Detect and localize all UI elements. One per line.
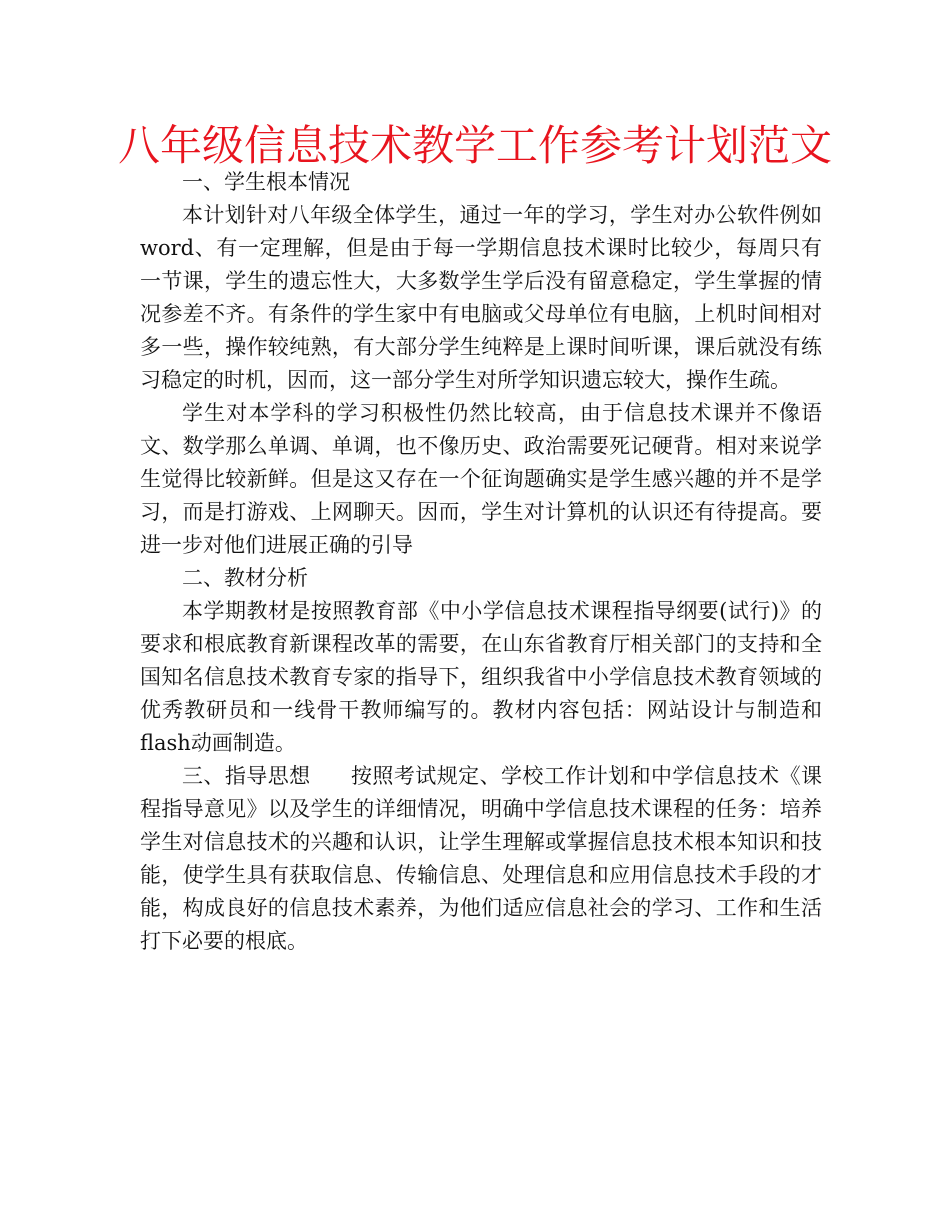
document-body (140, 166, 822, 958)
section-heading-student-situation: 一、学生根本情况 (182, 170, 350, 194)
guiding-thought-text: 按照考试规定、学校工作计划和中学信息技术《课程指导意见》以及学生的详细情况，明确中学信息技术课程的任务：培养学生对信息技术的兴趣和认识，让学生理解或掌握信息技术根本知识和技能，使学生具有获取信息、传输信息、处理信息和应用信息技术手段的才能，构成良好的信息技术素养，为他们适应信息社会的学习、工作和生活打下必要的根底。 (140, 764, 823, 953)
paragraph-student-situation-2: 学生对本学科的学习积极性仍然比较高，由于信息技术课并不像语文、数学那么单调、单调，也不像历史、政治需要死记硬背。相对来说学生觉得比较新鲜。但是这又存在一个征询题确实是学生感兴趣的并不是学习，而是打游戏、上网聊天。因而，学生对计算机的认识还有待提高。要进一步对他们进展正确的引导 (140, 401, 822, 557)
section-heading-guiding-thought: 三、指导思想 (182, 764, 311, 788)
section-heading-textbook-analysis: 二、教材分析 (182, 566, 308, 590)
paragraph-student-situation-1: 本计划针对八年级全体学生，通过一年的学习，学生对办公软件例如word、有一定理解，但是由于每一学期信息技术课时比较少，每周只有一节课，学生的遗忘性大，大多数学生学后没有留意稳定，学生掌握的情况参差不齐。有条件的学生家中有电脑或父母单位有电脑，上机时间相对多一些，操作较纯熟，有大部分学生纯粹是上课时间听课，课后就没有练习稳定的时机，因而，这一部分学生对所学知识遗忘较大，操作生疏。 (140, 203, 822, 392)
paragraph-guiding-thought (140, 760, 822, 958)
document-title: 八年级信息技术教学工作参考计划范文 (117, 121, 832, 170)
paragraph-textbook-analysis: 本学期教材是按照教育部《中小学信息技术课程指导纲要(试行)》的要求和根底教育新课程改革的需要，在山东省教育厅相关部门的支持和全国知名信息技术教育专家的指导下，组织我省中小学信息技术教育领域的优秀教研员和一线骨干教师编写的。教材内容包括：网站设计与制造和flash动画制造。 (140, 599, 822, 755)
